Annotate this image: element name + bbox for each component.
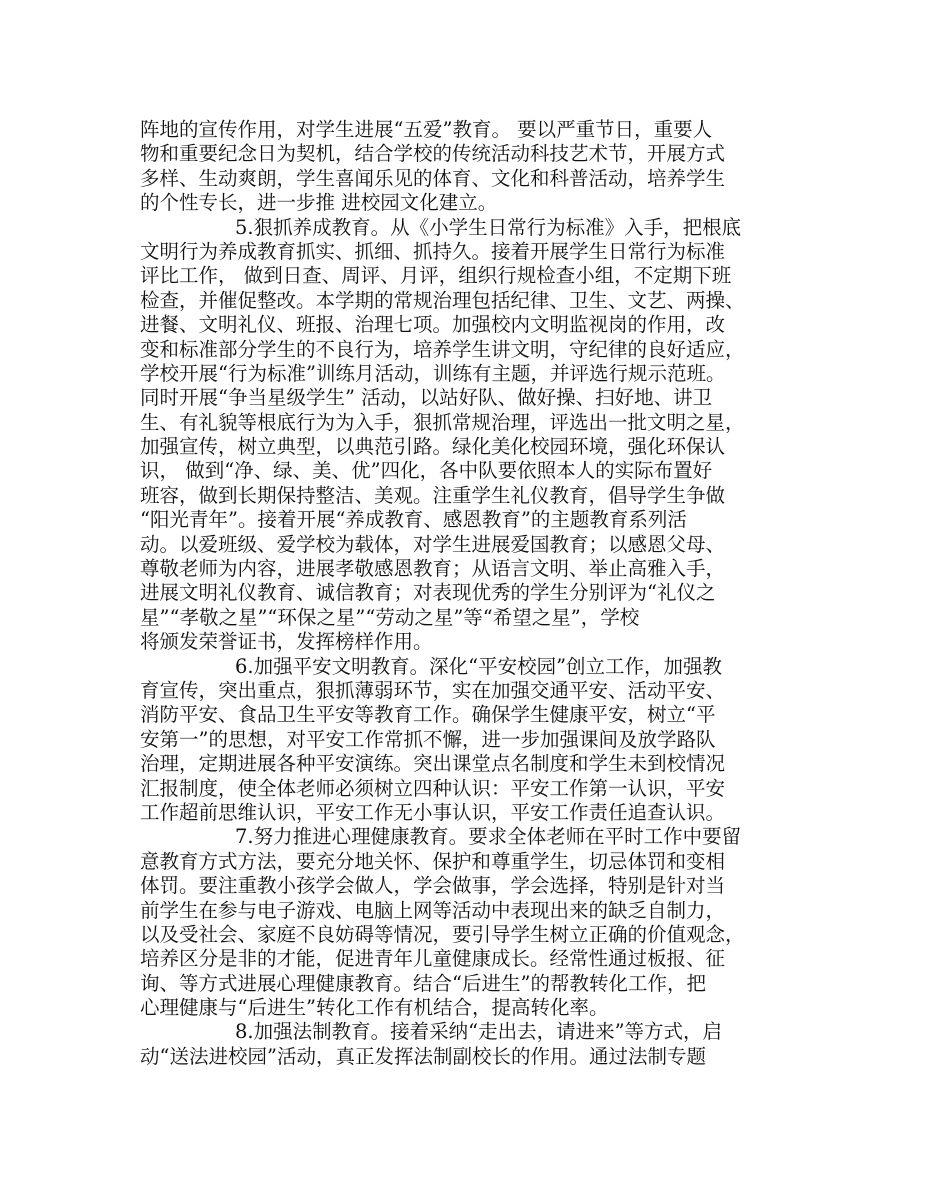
text-line: 评比工作， 做到日查、周评、月评，组织行规检查小组，不定期下班 (140, 264, 732, 288)
text-line: 多样、生动爽朗，学生喜闻乐见的体育、文化和科普活动，培养学生 (140, 166, 726, 190)
text-line: 动“送法进校园”活动，真正发挥法制副校长的作用。通过法制专题 (140, 1044, 706, 1068)
text-line: 以及受社会、家庭不良妨碍等情况，要引导学生树立正确的价值观念， (140, 922, 745, 946)
text-line: 识， 做到“净、绿、美、优”四化，各中队要依照本人的实际布置好 (140, 459, 713, 483)
document-body (140, 118, 820, 1069)
text-line: 尊敬老师为内容，进展孝敬感恩教育；从语言文明、举止高雅入手， (140, 557, 726, 581)
text-line: 生、有礼貌等根底行为为入手，狠抓常规治理，评选出一批文明之星， (140, 410, 745, 434)
text-line: 培养区分是非的才能，促进青年儿童健康成长。经常性通过板报、征 (140, 947, 726, 971)
text-line: 消防平安、食品卫生平安等教育工作。确保学生健康平安，树立“平 (140, 703, 716, 727)
text-line: 前学生在参与电子游戏、电脑上网等活动中表现出来的缺乏自制力， (140, 898, 726, 922)
text-line: 检查，并催促整改。本学期的常规治理包括纪律、卫生、文艺、两操、 (140, 288, 745, 312)
paragraph-7-first-line: 7.努力推进心理健康教育。要求全体老师在平时工作中要留 (235, 825, 742, 849)
text-line: 心理健康与“后进生”转化工作有机结合，提高转化率。 (140, 996, 609, 1020)
text-line: 进餐、文明礼仪、班报、治理七项。加强校内文明监视岗的作用，改 (140, 313, 726, 337)
text-line: 意教育方式方法，要充分地关怀、保护和尊重学生，切忌体罚和变相 (140, 849, 726, 873)
text-line: 体罚。要注重教小孩学会做人，学会做事，学会选择，特别是针对当 (140, 874, 726, 898)
paragraph-8-first-line: 8.加强法制教育。接着采纳“走出去，请进来”等方式，启 (235, 1020, 723, 1044)
text-line: 动。以爱班级、爱学校为载体，对学生进展爱国教育；以感恩父母、 (140, 532, 726, 556)
text-line: 询、等方式进展心理健康教育。结合“后进生”的帮教转化工作，把 (140, 971, 706, 995)
text-line: 班容，做到长期保持整洁、美观。注重学生礼仪教育，倡导学生争做 (140, 483, 726, 507)
text-line: 学校开展“行为标准”训练月活动，训练有主题，并评选行规示范班。 (140, 361, 726, 385)
text-line: 进展文明礼仪教育、诚信教育；对表现优秀的学生分别评为“礼仪之 (140, 581, 716, 605)
paragraph-6-first-line: 6.加强平安文明教育。深化“平安校园”创立工作，加强教 (235, 654, 723, 678)
text-line: 安第一”的思想，对平安工作常抓不懈，进一步加强课间及放学路队 (140, 727, 716, 751)
text-line: 文明行为养成教育抓实、抓细、抓持久。接着开展学生日常行为标准 (140, 239, 726, 263)
paragraph-5-first-line: 5.狠抓养成教育。从《小学生日常行为标准》入手，把根底 (235, 215, 742, 239)
text-line: “阳光青年”。接着开展“养成教育、感恩教育”的主题教育系列活 (140, 508, 687, 532)
text-line: 工作超前思维认识，平安工作无小事认识，平安工作责任追查认识。 (140, 800, 726, 824)
text-line: 的个性专长，进一步推 进校园文化建立。 (140, 191, 498, 215)
text-line: 变和标准部分学生的不良行为，培养学生讲文明，守纪律的良好适应， (140, 337, 745, 361)
text-line: 阵地的宣传作用，对学生进展“五爱”教育。 要以严重节日，重要人 (140, 118, 713, 141)
text-line: 治理，定期进展各种平安演练。突出课堂点名制度和学生未到校情况 (140, 752, 726, 776)
text-line: 物和重要纪念日为契机，结合学校的传统活动科技艺术节，开展方式 (140, 142, 726, 166)
text-line: 星”“孝敬之星”“环保之星”“劳动之星”等“希望之星”，学校 (140, 605, 640, 629)
text-line: 同时开展“争当星级学生” 活动，以站好队、做好操、扫好地、讲卫 (140, 386, 713, 410)
text-line: 将颁发荣誉证书，发挥榜样作用。 (140, 630, 433, 654)
text-line: 加强宣传，树立典型，以典范引路。绿化美化校园环境，强化环保认 (140, 435, 726, 459)
text-line: 育宣传，突出重点，狠抓薄弱环节，实在加强交通平安、活动平安、 (140, 678, 726, 702)
text-line: 汇报制度，使全体老师必须树立四种认识：平安工作第一认识，平安 (140, 776, 726, 800)
